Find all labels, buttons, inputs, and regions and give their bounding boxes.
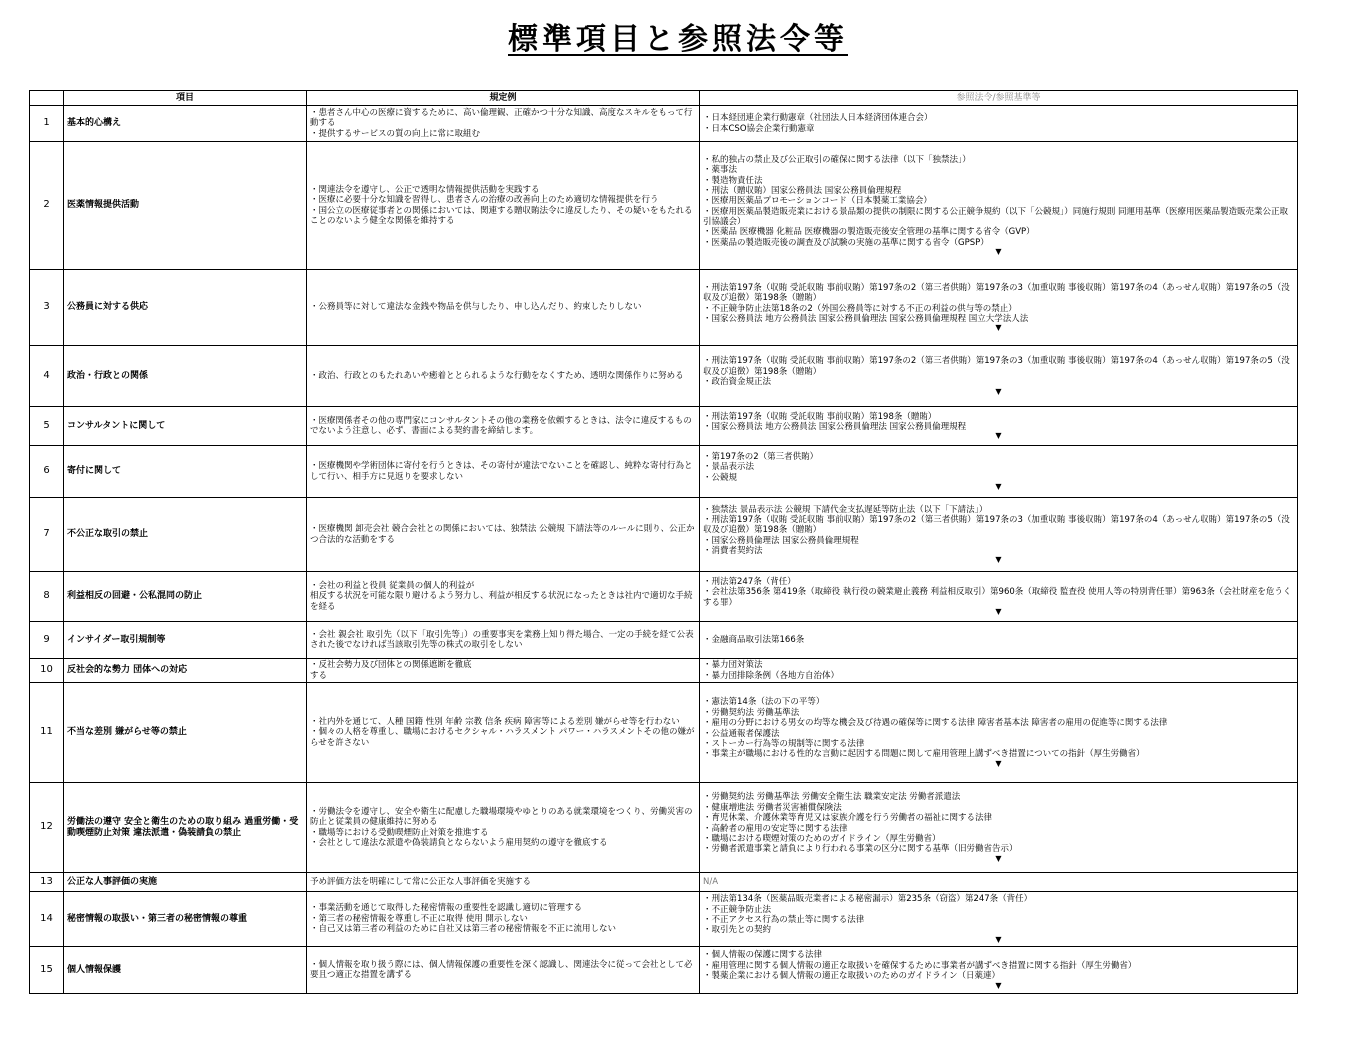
reference-line: ・医薬品 医療機器 化粧品 医療機器の製造販売後安全管理の基準に関する省令（GVP） [703,227,1035,238]
example-line: ・提供するサービスの質の向上に常に取組む [310,128,481,139]
row-item: コンサルタントに関して [64,407,307,446]
row-number: 15 [30,947,64,994]
reference-line: ・不正アクセス行為の禁止等に関する法律 [703,915,865,925]
table-header-row [30,91,1298,106]
down-arrow-icon: ▼ [995,934,1002,944]
table-row [30,892,1298,947]
row-example [307,892,700,947]
example-line: ・関連法令を遵守し、公正で透明な情報提供活動を実践する [310,184,540,195]
row-refs [700,407,1298,446]
down-arrow-icon: ▼ [995,386,1002,396]
table-row [30,346,1298,407]
example-line: ・会社 親会社 取引先（以下「取引先等」）の重要事実を業務上知り得た場合、一定の手続を経て公表された後でなければ当該取引先等の株式の取引をしない [310,629,694,650]
reference-line: ・不正競争防止法第18条の2（外国公務員等に対する不正の利益の供与等の禁止） [703,303,1017,314]
table-row [30,683,1298,783]
row-refs [700,683,1298,783]
reference-line: ・医療用医薬品製造販売業における景品類の提供の制限に関する公正競争規約（以下「公競規」）同施行規則 同運用基準（医療用医薬品製造販売業公正取引協議会） [703,206,1288,228]
down-arrow-icon: ▼ [995,555,1002,565]
row-item: インサイダー取引規制等 [64,622,307,659]
table-row [30,446,1298,498]
example-line: ・医療機関や学術団体に寄付を行うときは、その寄付が違法でないことを確認し、純粋な寄付行為として行い、相手方に見返りを要求しない [310,461,693,482]
row-item: 公正な人事評価の実施 [64,873,307,892]
reference-line: ・景品表示法 [703,462,755,473]
reference-line: ・不正競争防止法 [703,904,772,915]
row-item: 秘密情報の取扱い・第三者の秘密情報の尊重 [64,892,307,947]
example-line: ・事業活動を通じて取得した秘密情報の重要性を認識し適切に管理する [310,903,583,914]
row-number: 12 [30,783,64,873]
reference-line: ・職場における喫煙対策のためのガイドライン（厚生労働省） [703,833,941,844]
row-item: 不公正な取引の禁止 [64,498,307,572]
row-number: 10 [30,659,64,683]
table-row [30,783,1298,873]
reference-line: ・刑法第197条（収賄 受託収賄 事前収賄）第198条（贈賄） [703,411,937,422]
reference-line: ・刑法第134条（医薬品販売業者による秘密漏示）第235条（窃盗）第247条（背任） [703,894,1033,905]
table-row [30,659,1298,683]
row-refs [700,622,1298,659]
reference-line: ・公益通報者保護法 [703,728,780,739]
table-row [30,572,1298,622]
example-line: ・職場等における受動喫煙防止対策を推進する [310,827,489,838]
reference-line: ・会社法第356条 第419条（取締役 執行役の競業避止義務 利益相反取引）第960条（取締役 監査役 使用人等の特別背任罪）第963条（会社財産を危うくする罪） [703,587,1292,608]
down-arrow-icon: ▼ [995,482,1002,492]
row-refs [700,892,1298,947]
reference-line: ・製薬企業における個人情報の適正な取扱いのためのガイドライン（日薬連） [703,971,1000,982]
row-refs [700,783,1298,873]
down-arrow-icon: ▼ [995,758,1002,768]
row-refs [700,142,1298,270]
example-line: 予め評価方法を明確にして常に公正な人事評価を実施する [310,876,532,887]
reference-line: ・雇用管理に関する個人情報の適正な取扱いを確保するために事業者が講ずべき措置に関する指針（厚生労働省） [703,960,1137,971]
example-line: ・政治、行政とのもたれあいや癒着ととられるような行動をなくすため、透明な関係作りに努める [310,370,684,381]
row-item: 労働法の遵守 安全と衛生のための取り組み 過重労働・受動喫煙防止対策 違法派遣・偽装請負の禁止 [64,783,307,873]
example-line: ・医療機関 卸売会社 競合会社との関係においては、独禁法 公競規 下請法等のルールに則り、公正かつ合法的な活動をする [310,524,695,545]
example-line: ・社内外を通じて、人種 国籍 性別 年齢 宗教 信条 疾病 障害等による差別 嫌がらせ等を行わない [310,716,680,727]
table-row [30,873,1298,892]
row-refs [700,572,1298,622]
reference-line: N/A [703,876,719,887]
row-number: 8 [30,572,64,622]
reference-line: ・日本CSO協会企業行動憲章 [703,123,815,134]
example-line: ・患者さん中心の医療に資するために、高い倫理観、正確かつ十分な知識、高度なスキルをもって行動する [310,107,693,129]
reference-line: ・国家公務員法 地方公務員法 国家公務員倫理法 国家公務員倫理規程 [703,422,967,432]
down-arrow-icon: ▼ [995,247,1002,257]
row-item: 個人情報保護 [64,947,307,994]
reference-line: ・国家公務員法 地方公務員法 国家公務員倫理法 国家公務員倫理規程 国立大学法人法 [703,313,1029,324]
example-line: ・公務員等に対して違法な金銭や物品を供与したり、申し込んだり、約束したりしない [310,302,642,313]
reference-line: ・個人情報の保護に関する法律 [703,950,823,961]
reference-line: ・取引先との契約 [703,925,772,936]
standards-table [29,90,1298,994]
reference-line: ・憲法第14条（法の下の平等） [703,697,825,708]
row-example [307,683,700,783]
row-number: 5 [30,407,64,446]
row-example [307,498,700,572]
reference-line: ・育児休業、介護休業等育児又は家族介護を行う労働者の福祉に関する法律 [703,813,993,824]
row-example [307,407,700,446]
header-refs: 参照法令/参照基準等 [700,91,1298,106]
row-item: 政治・行政との関係 [64,346,307,407]
row-number: 9 [30,622,64,659]
row-refs [700,106,1298,142]
row-example [307,622,700,659]
reference-line: ・金融商品取引法第166条 [703,634,805,645]
table-row [30,622,1298,659]
row-refs [700,873,1298,892]
row-number: 7 [30,498,64,572]
row-refs [700,659,1298,683]
reference-line: ・暴力団排除条例（各地方自治体） [703,670,840,681]
example-line: ・第三者の秘密情報を尊重し不正に取得 使用 開示しない [310,913,528,924]
example-line: する [310,670,328,681]
table-row [30,106,1298,142]
example-line: ・労働法令を遵守し、安全や衛生に配慮した職場環境やゆとりのある就業環境をつくり、労働災害の防止と従業員の健康維持に努める [310,806,693,828]
reference-line: ・高齢者の雇用の安定等に関する法律 [703,823,848,834]
reference-line: ・健康増進法 労働者災害補償保険法 [703,802,842,813]
down-arrow-icon: ▼ [995,980,1002,990]
reference-line: ・事業主が職場における性的な言動に起因する問題に関して雇用管理上講ずべき措置についての指針（厚生労働省） [703,749,1145,760]
reference-line: ・日本経団連企業行動憲章（社団法人日本経済団体連合会） [703,113,933,124]
table-row [30,142,1298,270]
reference-line: ・労働者派遣事業と請負により行われる事業の区分に関する基準（旧労働省告示） [703,844,1018,855]
row-item: 寄付に関して [64,446,307,498]
row-number: 4 [30,346,64,407]
table-row [30,947,1298,994]
reference-line: ・刑法第197条（収賄 受託収賄 事前収賄）第197条の2（第三者供賄）第197条の3（加重収賄 事後収賄）第197条の4（あっせん収賄）第197条の5（没収及び追徴）第198条（贈賄） [703,282,1290,304]
row-refs [700,346,1298,407]
reference-line: ・医療用医薬品プロモーションコード（日本製薬工業協会） [703,196,932,207]
row-number: 1 [30,106,64,142]
row-example [307,947,700,994]
reference-line: ・国家公務員倫理法 国家公務員倫理規程 [703,535,859,546]
reference-line: ・消費者契約法 [703,546,763,557]
reference-line: ・刑法第247条（背任） [703,576,796,587]
row-item: 医薬情報提供活動 [64,142,307,270]
row-example [307,270,700,346]
example-line: ・自己又は第三者の利益のために自社又は第三者の秘密情報を不正に流用しない [310,924,617,935]
reference-line: ・刑法（贈収賄）国家公務員法 国家公務員倫理規程 [703,185,902,196]
reference-line: ・労働契約法 労働基準法 [703,707,800,718]
row-item: 不当な差別 嫌がらせ等の禁止 [64,683,307,783]
reference-line: ・労働契約法 労働基準法 労働安全衛生法 職業安定法 労働者派遣法 [703,792,961,803]
row-item: 公務員に対する供応 [64,270,307,346]
row-refs [700,947,1298,994]
row-example [307,783,700,873]
table-row [30,270,1298,346]
header-no [30,91,64,106]
reference-line: ・私的独占の禁止及び公正取引の確保に関する法律（以下「独禁法」） [703,154,971,165]
row-example [307,346,700,407]
reference-line: ・雇用の分野における男女の均等な機会及び待遇の確保等に関する法律 障害者基本法 障害者の雇用の促進等に関する法律 [703,718,1168,729]
row-item: 反社会的な勢力 団体への対応 [64,659,307,683]
reference-line: ・製造物責任法 [703,175,763,186]
reference-line: ・公競規 [703,472,738,483]
header-item: 項目 [64,91,307,106]
down-arrow-icon: ▼ [995,853,1002,863]
reference-line: ・政治資金規正法 [703,377,772,388]
row-example [307,659,700,683]
row-item: 利益相反の回避・公私混同の防止 [64,572,307,622]
example-line: ・会社として違法な派遣や偽装請負とならないよう雇用契約の遵守を徹底する [310,837,608,848]
reference-line: ・刑法第197条（収賄 受託収賄 事前収賄）第197条の2（第三者供賄）第197条の3（加重収賄 事後収賄）第197条の4（あっせん収賄）第197条の5（没収及び追徴）第198条（贈賄） [703,514,1290,536]
down-arrow-icon: ▼ [995,323,1002,333]
example-line: ・個人情報を取り扱う際には、個人情報保護の重要性を深く認識し、関連法令に従って会社として必要且つ適正な措置を講ずる [310,959,693,980]
table-row [30,407,1298,446]
row-number: 3 [30,270,64,346]
example-line: ・個々の人格を尊重し、職場におけるセクシャル・ハラスメント パワー・ハラスメントその他の嫌がらせを許さない [310,727,695,748]
page-title: 標準項目と参照法令等 [508,22,848,57]
reference-line: ・医薬品の製造販売後の調査及び試験の実施の基準に関する省令（GPSP） [703,237,989,248]
example-line: ・反社会勢力及び団体との関係遮断を徹底 [310,660,472,671]
row-refs [700,498,1298,572]
down-arrow-icon: ▼ [995,607,1002,617]
header-example: 規定例 [307,91,700,106]
example-line: ・医療に必要十分な知識を習得し、患者さんの治療の改善向上のため適切な情報提供を行う [310,195,659,206]
row-example [307,873,700,892]
reference-line: ・独禁法 景品表示法 公競規 下請代金支払遅延等防止法（以下「下請法」） [703,504,988,515]
row-number: 13 [30,873,64,892]
reference-line: ・第197条の2（第三者供賄） [703,451,819,462]
reference-line: ・ストーカー行為等の規制等に関する法律 [703,738,865,749]
example-line: 相反する状況を可能な限り避けるよう努力し、利益が相反する状況になったときは社内で適切な手続を経る [310,591,693,612]
table-row [30,498,1298,572]
row-item: 基本的心構え [64,106,307,142]
row-refs [700,446,1298,498]
row-example [307,106,700,142]
example-line: ・医療関係者その他の専門家にコンサルタントその他の業務を依頼するときは、法令に違反するものでないよう注意し、必ず、書面による契約書を締結します。 [310,415,692,436]
row-number: 2 [30,142,64,270]
row-number: 14 [30,892,64,947]
reference-line: ・薬事法 [703,165,738,176]
example-line: ・会社の利益と役員 従業員の個人的利益が [310,580,475,591]
reference-line: ・刑法第197条（収賄 受託収賄 事前収賄）第197条の2（第三者供賄）第197条の3（加重収賄 事後収賄）第197条の4（あっせん収賄）第197条の5（没収及び追徴）第198条（贈賄） [703,356,1290,377]
row-example [307,572,700,622]
reference-line: ・暴力団対策法 [703,660,763,671]
row-example [307,446,700,498]
table-body [30,106,1298,994]
down-arrow-icon: ▼ [995,431,1002,441]
row-number: 6 [30,446,64,498]
example-line: ・国公立の医療従事者との関係においては、関連する贈収賄法令に違反したり、その疑いをもたれることのないよう健全な関係を維持する [310,205,693,226]
row-number: 11 [30,683,64,783]
row-example [307,142,700,270]
row-refs [700,270,1298,346]
